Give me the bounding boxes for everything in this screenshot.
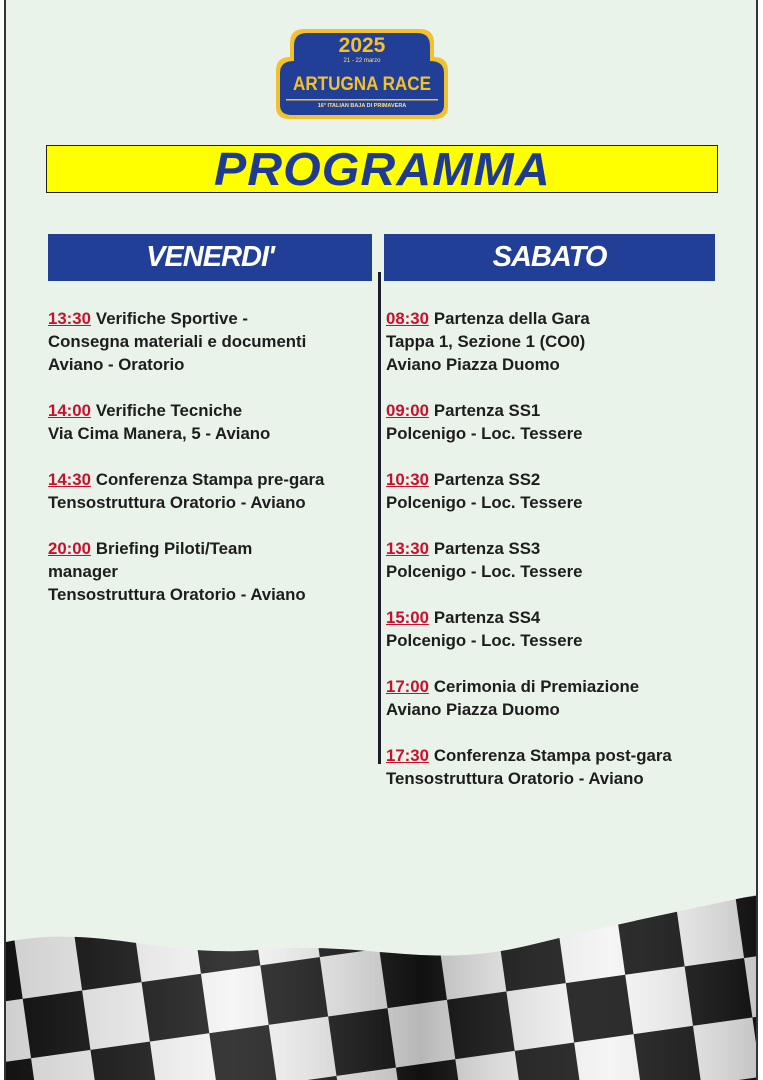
event-location: Polcenigo - Loc. Tessere [386, 424, 583, 443]
event-time: 15:00 [386, 608, 429, 627]
event-location: Aviano Piazza Duomo [386, 355, 560, 374]
event-location: Via Cima Manera, 5 - Aviano [48, 424, 271, 443]
event-title: Partenza SS4 [433, 608, 541, 627]
event-time: 13:30 [48, 309, 91, 328]
event-title: Partenza della Gara [433, 309, 590, 328]
schedule-item [386, 399, 716, 445]
event-detail: Tappa 1, Sezione 1 (CO0) [386, 332, 586, 351]
event-time: 09:00 [386, 401, 429, 420]
day-label-friday: VENERDI' [146, 241, 274, 273]
schedule-item [386, 675, 716, 721]
day-header-saturday [384, 234, 715, 281]
schedule-item [48, 537, 376, 606]
logo-subtitle: 16° ITALIAN BAJA DI PRIMAVERA [317, 103, 407, 109]
logo-year: 2025 [338, 34, 386, 57]
day-label-saturday: SABATO [492, 241, 607, 273]
event-time: 20:00 [48, 539, 91, 558]
schedule-item [48, 468, 376, 514]
event-title: Partenza SS1 [433, 401, 541, 420]
schedule-item [386, 468, 716, 514]
logo-event-name: ARTUGNA RACE [292, 74, 432, 95]
event-title: Briefing Piloti/Team [95, 539, 253, 558]
logo-dates: 21 - 22 marzo [343, 58, 381, 64]
event-location: Tensostruttura Oratorio - Aviano [48, 585, 306, 604]
event-title: Partenza SS3 [433, 539, 541, 558]
event-location: Aviano Piazza Duomo [386, 700, 560, 719]
event-location: Tensostruttura Oratorio - Aviano [48, 493, 306, 512]
event-detail: Consegna materiali e documenti [48, 332, 307, 351]
event-time: 14:00 [48, 401, 91, 420]
event-detail: manager [48, 562, 118, 581]
event-location: Polcenigo - Loc. Tessere [386, 562, 583, 581]
event-title: Verifiche Sportive - [95, 309, 248, 328]
saturday-schedule [386, 307, 716, 813]
event-location: Tensostruttura Oratorio - Aviano [386, 769, 644, 788]
event-title: Verifiche Tecniche [95, 401, 243, 420]
event-time: 14:30 [48, 470, 91, 489]
schedule-item [48, 307, 376, 376]
event-title: Conferenza Stampa pre-gara [95, 470, 325, 489]
rally-logo [274, 27, 450, 121]
event-location: Polcenigo - Loc. Tessere [386, 493, 583, 512]
event-time: 17:00 [386, 677, 429, 696]
event-time: 13:30 [386, 539, 429, 558]
friday-schedule [48, 307, 376, 629]
event-title: Cerimonia di Premiazione [433, 677, 640, 696]
schedule-item [386, 744, 716, 790]
page-title: PROGRAMMA [213, 143, 551, 195]
program-title-bar [46, 145, 718, 193]
day-header-friday [48, 234, 372, 281]
event-time: 10:30 [386, 470, 429, 489]
event-title: Conferenza Stampa post-gara [433, 746, 672, 765]
schedule-item [386, 537, 716, 583]
checkered-flag-icon [6, 880, 758, 1080]
schedule-item [48, 399, 376, 445]
schedule-item [386, 606, 716, 652]
event-title: Partenza SS2 [433, 470, 541, 489]
event-time: 17:30 [386, 746, 429, 765]
event-location: Polcenigo - Loc. Tessere [386, 631, 583, 650]
event-time: 08:30 [386, 309, 429, 328]
event-location: Aviano - Oratorio [48, 355, 185, 374]
schedule-item [386, 307, 716, 376]
program-page [4, 0, 758, 1080]
column-divider [378, 272, 381, 764]
